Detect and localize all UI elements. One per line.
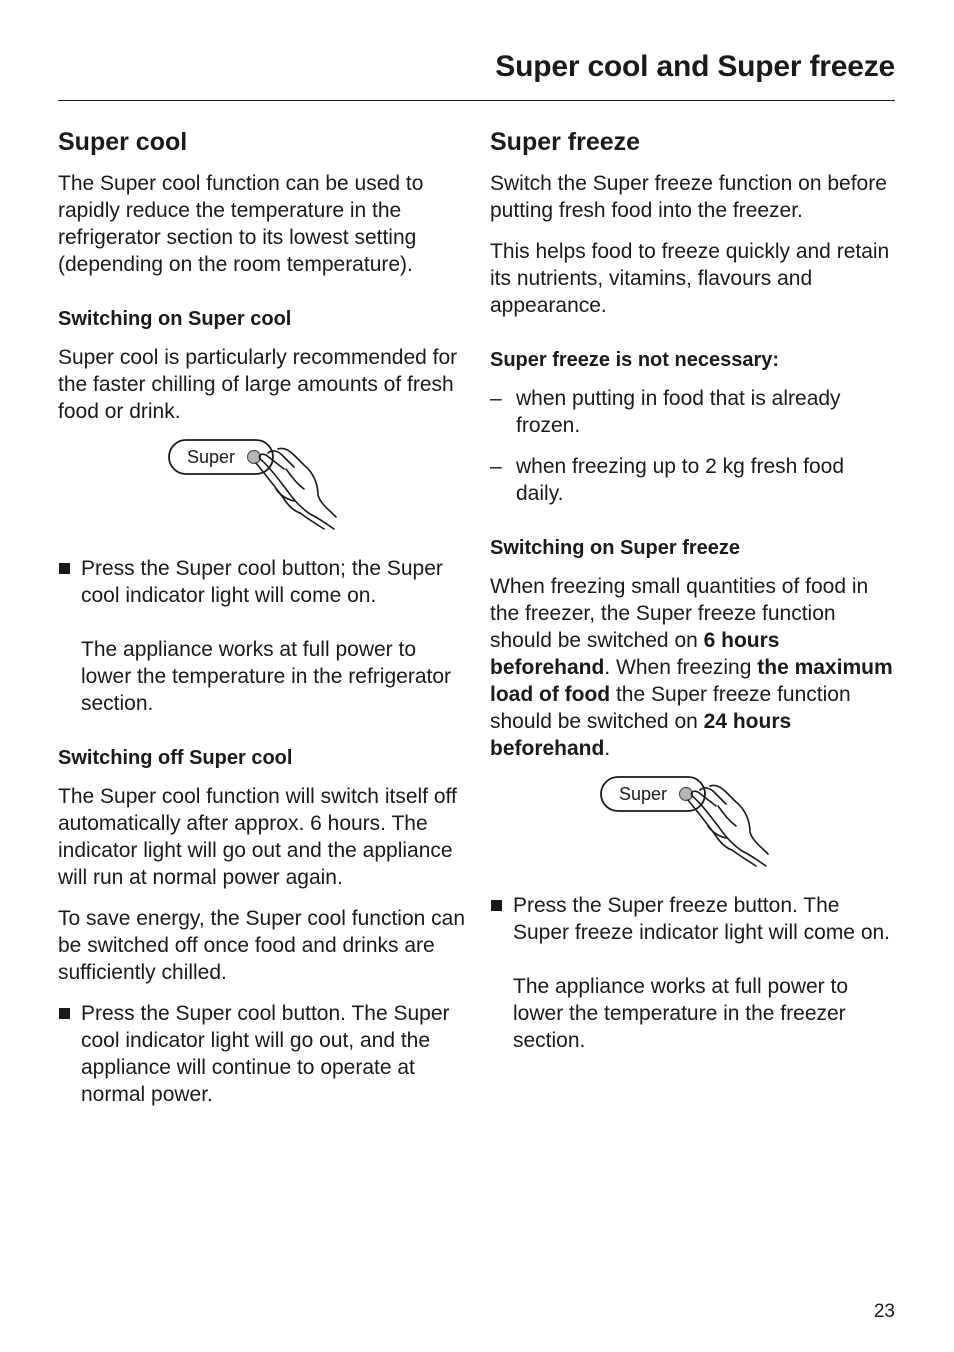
super-freeze-paragraph-1: Switch the Super freeze function on before putting fresh food into the freezer. xyxy=(490,172,887,222)
not-necessary-item-text: when freezing up to 2 kg fresh food daily. xyxy=(516,455,845,505)
dash-marker: – xyxy=(490,455,502,478)
super-cool-heading: Super cool xyxy=(58,128,188,156)
switching-on-super-freeze-heading: Switching on Super freeze xyxy=(490,537,741,559)
switching-on-super-freeze-text: When freezing small quantities of food in the freezer, the Super freeze function should be switched on 6 hours beforehand. When freezing the maximum load of food the Super freeze function should be switched on 24 hours beforehand. xyxy=(490,575,893,760)
super-freeze-heading: Super freeze xyxy=(490,128,641,156)
super-freeze-paragraph-2: This helps food to freeze quickly and retain its nutrients, vitamins, flavours and appearance. xyxy=(490,240,890,317)
super-cool-on-step-text: Press the Super cool button; the Super cool indicator light will come on. xyxy=(81,557,443,607)
switching-off-super-cool-heading: Switching off Super cool xyxy=(58,747,293,769)
switching-off-paragraph-2: To save energy, the Super cool function can be switched off once food and drinks are sufficiently chilled. xyxy=(58,907,466,984)
dash-marker: – xyxy=(490,387,502,410)
super-cool-button-illustration xyxy=(58,439,468,543)
super-cool-intro: The Super cool function can be used to rapidly reduce the temperature in the refrigerator section to its lowest setting (depending on the room temperature). xyxy=(58,172,424,276)
super-freeze-button-label: Super xyxy=(619,784,668,804)
header-rule xyxy=(58,100,895,101)
bullet-square-icon xyxy=(59,563,70,574)
super-cool-off-step-text: Press the Super cool button. The Super cool indicator light will go out, and the appliance will continue to operate at normal power. xyxy=(81,1002,450,1106)
not-necessary-item xyxy=(490,385,895,439)
page-title: Super cool and Super freeze xyxy=(495,50,895,83)
super-cool-off-step xyxy=(58,1000,468,1108)
not-necessary-item-text: when putting in food that is already frozen. xyxy=(516,387,841,437)
super-cool-on-step-note: The appliance works at full power to lower the temperature in the refrigerator section. xyxy=(81,638,452,715)
super-cool-button-label: Super xyxy=(187,447,236,467)
super-freeze-on-step-note: The appliance works at full power to lower the temperature in the freezer section. xyxy=(513,975,849,1052)
indicator-light-icon xyxy=(680,788,693,801)
switching-off-paragraph-1: The Super cool function will switch itself off automatically after approx. 6 hours. The indicator light will go out and the appliance will run at normal power again. xyxy=(58,785,457,889)
indicator-light-icon xyxy=(248,451,261,464)
not-necessary-item xyxy=(490,453,895,507)
bullet-square-icon xyxy=(59,1008,70,1019)
switching-on-super-cool-heading: Switching on Super cool xyxy=(58,308,292,330)
super-freeze-column xyxy=(490,124,895,1068)
super-cool-on-step xyxy=(58,555,468,717)
super-freeze-button-illustration xyxy=(490,776,895,880)
bullet-square-icon xyxy=(491,900,502,911)
switching-on-super-cool-text: Super cool is particularly recommended for the faster chilling of large amounts of fresh food or drink. xyxy=(58,346,458,423)
page-number: 23 xyxy=(873,1301,895,1322)
super-freeze-not-necessary-heading: Super freeze is not necessary: xyxy=(490,349,780,371)
super-cool-column xyxy=(58,124,468,1122)
super-freeze-on-step xyxy=(490,892,895,1054)
super-freeze-on-step-text: Press the Super freeze button. The Super freeze indicator light will come on. xyxy=(513,894,891,944)
